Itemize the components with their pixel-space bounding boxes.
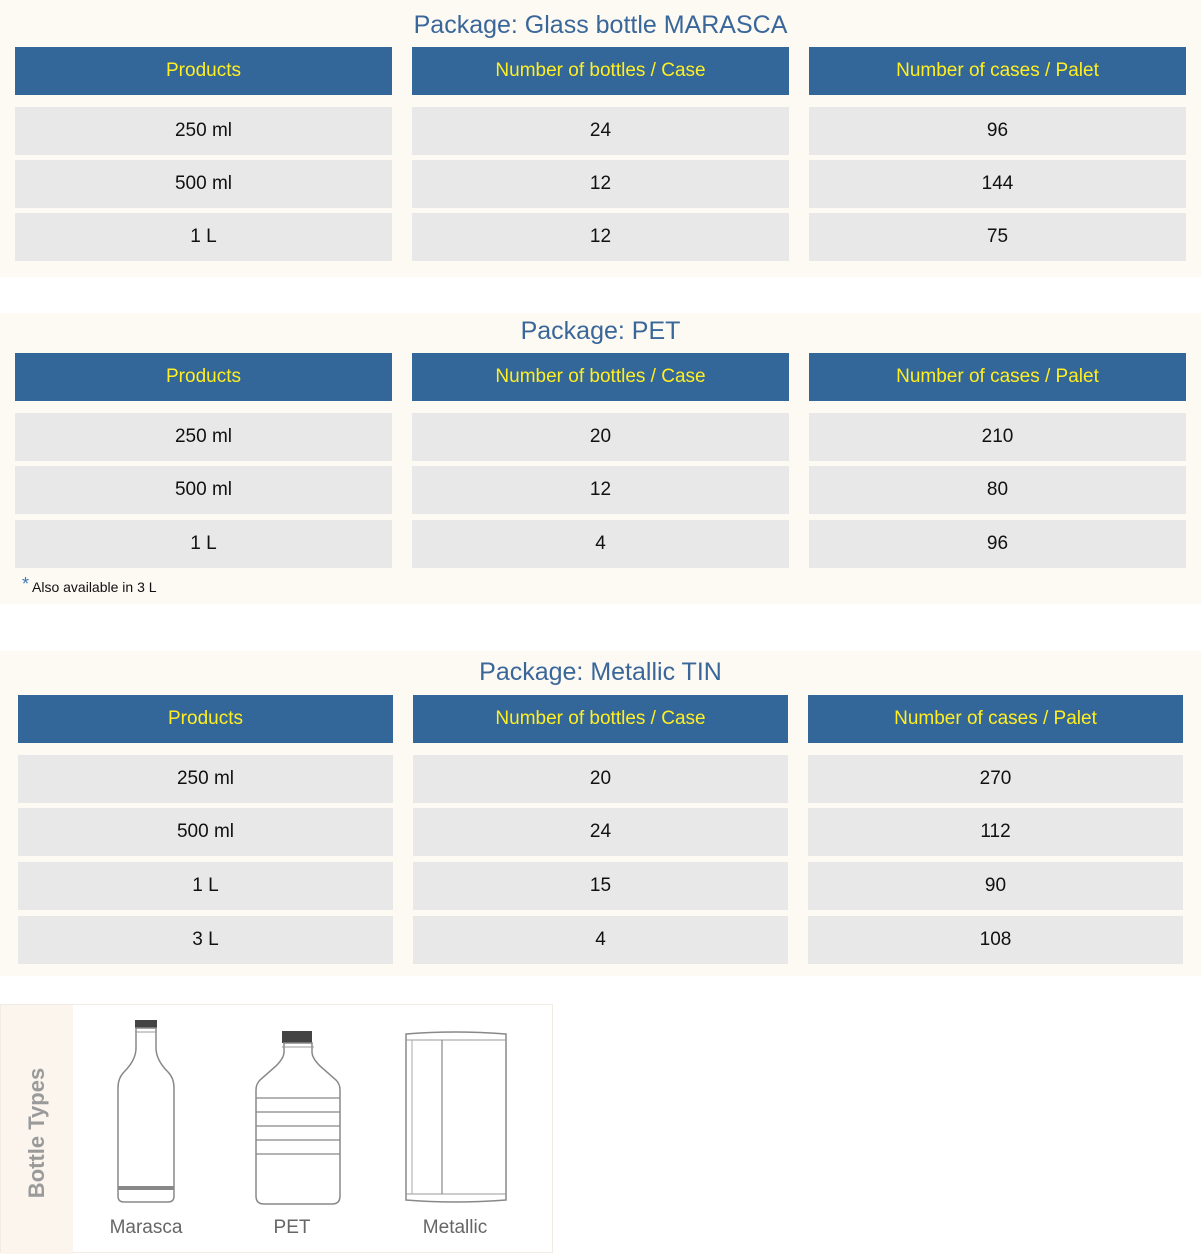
cell-cases: 112 — [808, 808, 1183, 856]
metallic-label: Metallic — [422, 1217, 488, 1238]
package-pet — [0, 313, 1201, 604]
cell-cases: 75 — [809, 213, 1186, 261]
metallic-tin-icon — [400, 1028, 512, 1206]
cell-product: 500 ml — [18, 808, 393, 856]
cell-bottles: 20 — [412, 413, 789, 461]
package-title: Package: PET — [520, 317, 681, 345]
header-products: Products — [15, 353, 392, 401]
header-cases-per-palet: Number of cases / Palet — [809, 353, 1186, 401]
availability-note — [22, 576, 157, 597]
cell-product: 500 ml — [15, 160, 392, 208]
header-bottles-per-case: Number of bottles / Case — [412, 353, 789, 401]
pet-label: PET — [273, 1217, 311, 1238]
header-cases-per-palet: Number of cases / Palet — [808, 695, 1183, 743]
package-title: Package: Metallic TIN — [479, 658, 722, 686]
header-bottles-per-case: Number of bottles / Case — [412, 47, 789, 95]
cell-bottles: 4 — [413, 916, 788, 964]
cell-bottles: 12 — [412, 466, 789, 514]
cell-bottles: 24 — [413, 808, 788, 856]
cell-bottles: 15 — [413, 862, 788, 910]
cell-cases: 80 — [809, 466, 1186, 514]
package-title: Package: Glass bottle MARASCA — [413, 11, 788, 39]
cell-cases: 108 — [808, 916, 1183, 964]
cell-product: 1 L — [18, 862, 393, 910]
cell-cases: 270 — [808, 755, 1183, 803]
cell-bottles: 24 — [412, 107, 789, 155]
cell-cases: 90 — [808, 862, 1183, 910]
cell-product: 1 L — [15, 213, 392, 261]
bottle-types-title: Bottle Types — [24, 1067, 49, 1199]
marasca-label: Marasca — [109, 1217, 183, 1238]
cell-product: 3 L — [18, 916, 393, 964]
bottle-types-sidebar — [1, 1005, 73, 1254]
cell-bottles: 20 — [413, 755, 788, 803]
note-asterisk: * — [22, 574, 30, 594]
cell-product: 250 ml — [18, 755, 393, 803]
package-metallic-tin — [0, 651, 1201, 976]
header-products: Products — [15, 47, 392, 95]
header-bottles-per-case: Number of bottles / Case — [413, 695, 788, 743]
marasca-bottle-icon — [112, 1018, 180, 1208]
package-glass-marasca — [0, 0, 1201, 277]
cell-cases: 210 — [809, 413, 1186, 461]
cell-bottles: 4 — [412, 520, 789, 568]
cell-bottles: 12 — [412, 213, 789, 261]
note-text: Also available in 3 L — [32, 579, 157, 595]
cell-cases: 96 — [809, 520, 1186, 568]
cell-product: 500 ml — [15, 466, 392, 514]
cell-cases: 144 — [809, 160, 1186, 208]
cell-bottles: 12 — [412, 160, 789, 208]
header-products: Products — [18, 695, 393, 743]
cell-product: 250 ml — [15, 107, 392, 155]
cell-product: 250 ml — [15, 413, 392, 461]
pet-bottle-icon — [252, 1028, 344, 1208]
cell-product: 1 L — [15, 520, 392, 568]
cell-cases: 96 — [809, 107, 1186, 155]
header-cases-per-palet: Number of cases / Palet — [809, 47, 1186, 95]
